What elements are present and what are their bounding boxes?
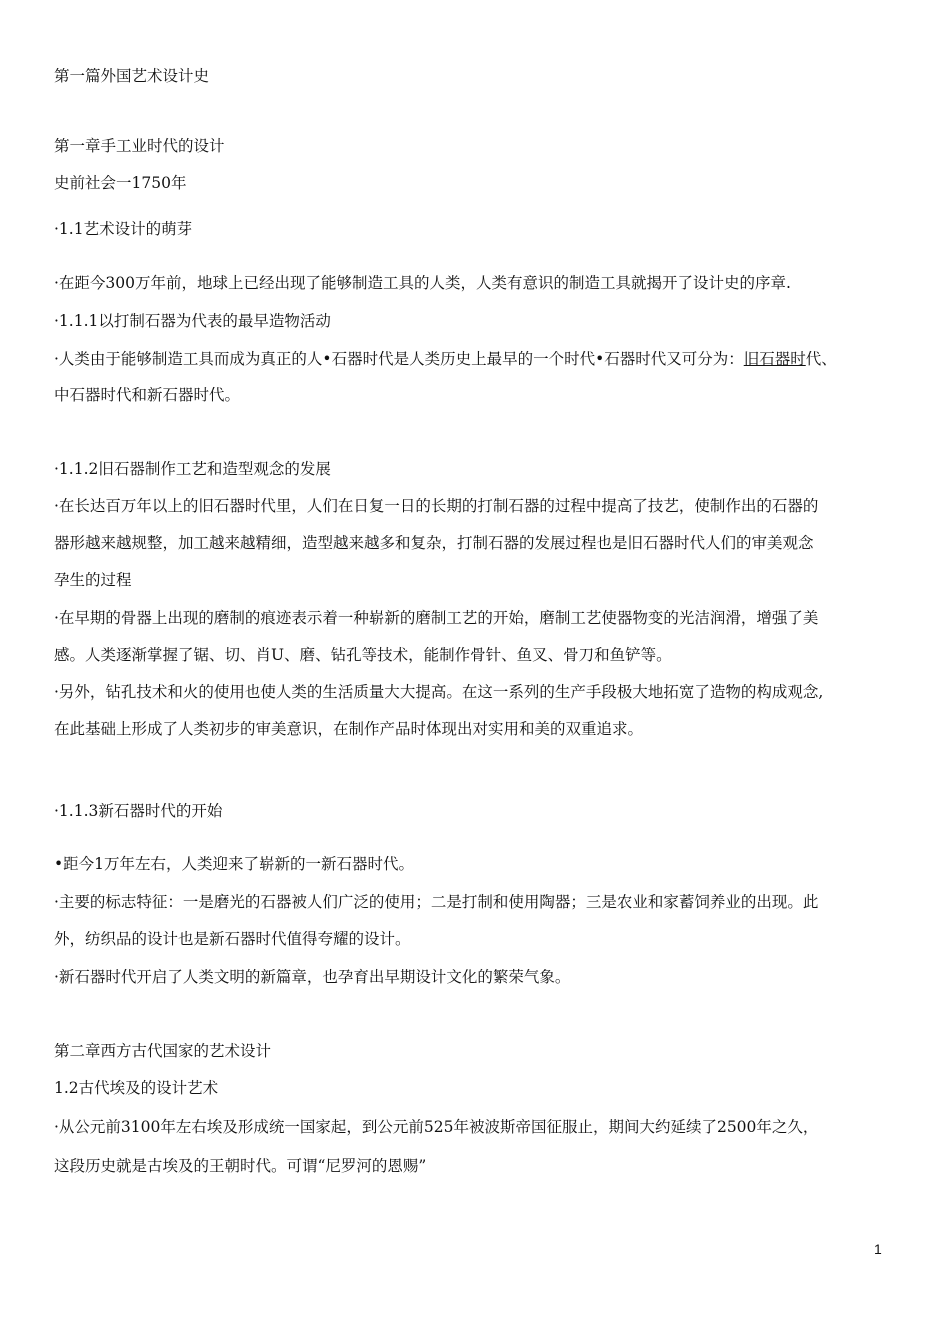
text-span: 代、 [805, 350, 837, 368]
paragraph-line: 中石器时代和新石器时代。 [54, 386, 241, 404]
paragraph-line: 在此基础上形成了人类初步的审美意识，在制作产品时体现出对实用和美的双重追求。 [54, 720, 644, 738]
part-title: 第一篇外国艺术设计史 [54, 67, 210, 85]
chapter-title: 第二章西方古代国家的艺术设计 [54, 1042, 272, 1060]
paragraph-line: ·在距今300万年前，地球上已经出现了能够制造工具的人类，人类有意识的制造工具就揭开了设计史的序章. [54, 274, 791, 292]
text-span: ·人类由于能够制造工具而成为真正的人•石器时代是人类历史上最早的一个时代•石器时代又可分为： [54, 350, 744, 368]
section-heading: ·1.1艺术设计的萌芽 [54, 220, 193, 238]
subsection-heading: ·1.1.3新石器时代的开始 [54, 802, 223, 820]
paragraph-line: 感。人类逐渐掌握了锯、切、肖U、磨、钻孔等技术，能制作骨针、鱼叉、骨刀和鱼铲等。 [54, 646, 672, 664]
subsection-heading: ·1.1.1以打制石器为代表的最早造物活动 [54, 312, 331, 330]
paragraph-line: ·主要的标志特征：一是磨光的石器被人们广泛的使用；二是打制和使用陶器；三是农业和家蓄饲养业的出现。此 [54, 893, 819, 911]
underlined-term: 旧石器时 [743, 350, 806, 368]
chapter-period: 史前社会一1750年 [54, 174, 187, 192]
paragraph-line: ·在早期的骨器上出现的磨制的痕迹表示着一种崭新的磨制工艺的开始，磨制工艺使器物变的光洁润滑，增强了美 [54, 609, 819, 627]
chapter-title: 第一章手工业时代的设计 [54, 137, 225, 155]
paragraph-line: ·另外，钻孔技术和火的使用也使人类的生活质量大大提高。在这一系列的生产手段极大地拓宽了造物的构成观念, [54, 683, 824, 701]
paragraph-line: 孕生的过程 [54, 571, 132, 589]
paragraph-line: 这段历史就是古埃及的王朝时代。可谓“尼罗河的恩赐” [54, 1157, 427, 1175]
paragraph-line [54, 349, 837, 369]
paragraph-line: ·从公元前3100年左右埃及形成统一国家起，到公元前525年被波斯帝国征服止，期间大约延续了2500年之久， [54, 1118, 819, 1136]
paragraph-line: ·在长达百万年以上的旧石器时代里，人们在日复一日的长期的打制石器的过程中提高了技艺，使制作出的石器的 [54, 497, 819, 515]
paragraph-line: ·新石器时代开启了人类文明的新篇章，也孕育出早期设计文化的繁荣气象。 [54, 968, 571, 986]
paragraph-line: 外，纺织品的设计也是新石器时代值得夸耀的设计。 [54, 930, 411, 948]
paragraph-line: 器形越来越规整，加工越来越精细，造型越来越多和复杂，打制石器的发展过程也是旧石器时代人们的审美观念 [54, 534, 814, 552]
section-heading: 1.2古代埃及的设计艺术 [54, 1079, 219, 1097]
page-number: 1 [874, 1241, 882, 1257]
subsection-heading: ·1.1.2旧石器制作工艺和造型观念的发展 [54, 460, 331, 478]
paragraph-line: •距今1万年左右，人类迎来了崭新的一新石器时代。 [54, 855, 415, 873]
